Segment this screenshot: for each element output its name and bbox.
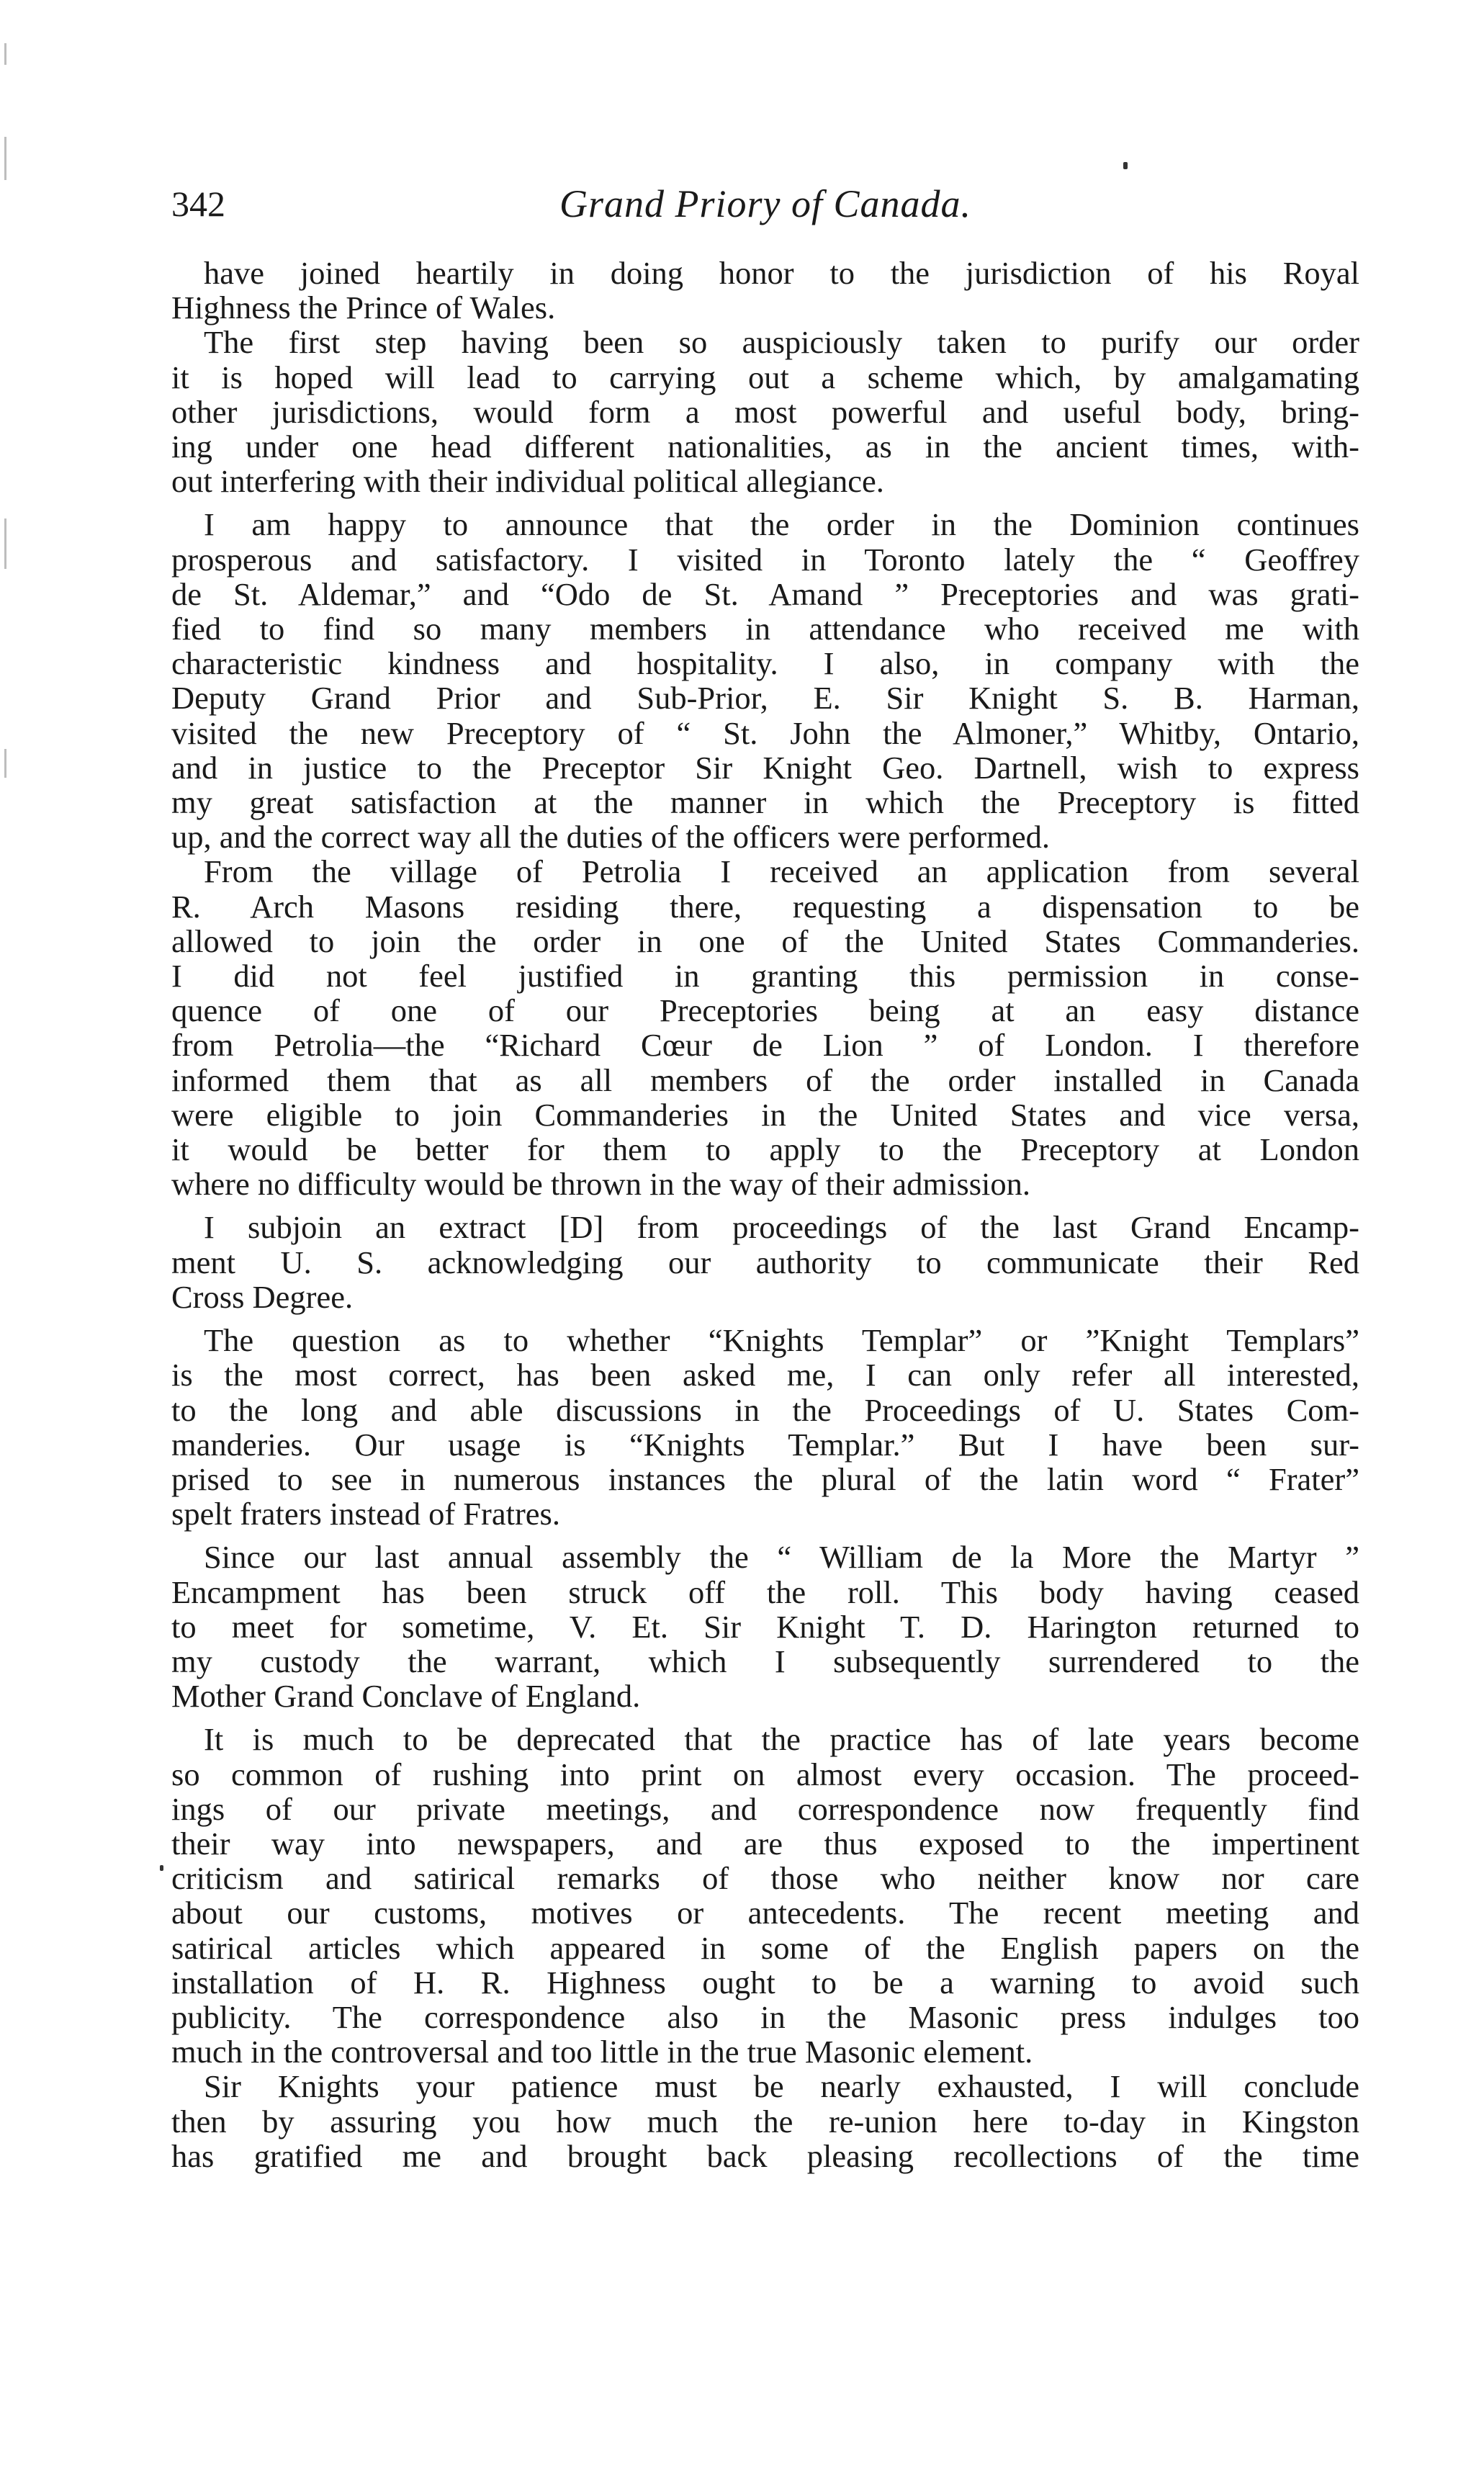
text-line: prosperous and satisfactory. I visited in Toronto lately the “ Geoffrey (171, 541, 1359, 578)
text-line: out interfering with their individual political allegiance. (171, 463, 884, 500)
text-line: to meet for sometime, V. Et. Sir Knight T. D. Harington returned to (171, 1608, 1359, 1645)
text-line: It is much to be deprecated that the practice has of late years become (204, 1721, 1359, 1758)
paragraph (171, 325, 1359, 498)
paragraph (171, 1210, 1359, 1314)
page-number: 342 (171, 184, 225, 224)
text-line: Cross Degree. (171, 1278, 354, 1315)
paragraph (171, 2069, 1359, 2173)
running-title: Grand Priory of Canada. (559, 182, 972, 225)
page-header (171, 179, 1359, 243)
text-line: so common of rushing into print on almost every occasion. The proceed- (171, 1756, 1359, 1792)
scan-margin-mark (4, 749, 6, 778)
text-line: installation of H. R. Highness ought to be a warning to avoid such (171, 1964, 1359, 2001)
text-line: I subjoin an extract [D] from proceedings of the last Grand Encamp- (204, 1209, 1359, 1246)
ink-speck (1123, 162, 1128, 169)
text-line: from Petrolia—the “Richard Cœur de Lion ” of London. I therefore (171, 1027, 1359, 1064)
text-line: Sir Knights your patience must be nearly exhausted, I will conclude (204, 2068, 1359, 2105)
text-line: Highness the Prince of Wales. (171, 289, 556, 326)
text-line: it is hoped will lead to carrying out a scheme which, by amalgamating (171, 359, 1359, 395)
scan-margin-mark (4, 43, 6, 65)
text-line: allowed to join the order in one of the United States Commanderies. (171, 922, 1359, 959)
text-line: much in the controversal and too little in the true Masonic element. (171, 2034, 1033, 2070)
text-line: informed them that as all members of the order installed in Canada (171, 1061, 1359, 1098)
text-line: spelt fraters instead of Fratres. (171, 1496, 560, 1532)
text-line: Since our last annual assembly the “ William de la More the Martyr ” (204, 1539, 1359, 1576)
text-line: criticism and satirical remarks of those who neither know nor care (171, 1860, 1359, 1897)
scan-margin-mark (4, 518, 6, 569)
ink-speck (160, 1865, 163, 1871)
text-line: my great satisfaction at the manner in which the Preceptory is fitted (171, 784, 1359, 821)
text-line: has gratified me and brought back pleasing recollections of the time (171, 2137, 1359, 2174)
text-line: other jurisdictions, would form a most powerful and useful body, bring- (171, 393, 1359, 430)
text-line: prised to see in numerous instances the plural of the latin word “ Frater” (171, 1460, 1359, 1497)
text-line: de St. Aldemar,” and “Odo de St. Amand ” Preceptories and was grati- (171, 575, 1359, 612)
paragraph (171, 1540, 1359, 1713)
text-line: is the most correct, has been asked me, I can only refer all interested, (171, 1357, 1359, 1393)
body-text (171, 256, 1359, 2173)
text-line: ing under one head different nationalities, as in the ancient times, with- (171, 428, 1359, 465)
text-line: characteristic kindness and hospitality. I also, in company with the (171, 645, 1359, 682)
text-line: their way into newspapers, and are thus exposed to the impertinent (171, 1825, 1359, 1862)
text-line: Mother Grand Conclave of England. (171, 1678, 641, 1715)
paragraph (171, 507, 1359, 854)
text-line: have joined heartily in doing honor to the jurisdiction of his Royal (204, 255, 1359, 291)
text-line: visited the new Preceptory of “ St. John the Almoner,” Whitby, Ontario, (171, 714, 1359, 751)
paragraph (171, 1323, 1359, 1531)
text-line: my custody the warrant, which I subsequently surrendered to the (171, 1643, 1359, 1679)
text-line: ment U. S. acknowledging our authority to communicate their Red (171, 1244, 1359, 1280)
paragraph (171, 256, 1359, 325)
paragraph (171, 1722, 1359, 2069)
text-line: satirical articles which appeared in some of the English papers on the (171, 1929, 1359, 1966)
text-line: The first step having been so auspiciously taken to purify our order (204, 324, 1359, 361)
scan-margin-mark (4, 137, 6, 180)
text-line: and in justice to the Preceptor Sir Knight Geo. Dartnell, wish to express (171, 749, 1359, 786)
text-line: I am happy to announce that the order in the Dominion continues (204, 506, 1359, 543)
text-line: to the long and able discussions in the Proceedings of U. States Com- (171, 1391, 1359, 1428)
text-line: then by assuring you how much the re-union here to-day in Kingston (171, 2103, 1359, 2140)
text-line: it would be better for them to apply to the Preceptory at London (171, 1131, 1359, 1168)
text-line: quence of one of our Preceptories being at an easy distance (171, 992, 1359, 1029)
text-line: publicity. The correspondence also in the Masonic press indulges too (171, 1998, 1359, 2035)
paragraph (171, 854, 1359, 1201)
text-line: From the village of Petrolia I received an application from several (204, 853, 1359, 890)
text-line: where no difficulty would be thrown in the way of their admission. (171, 1166, 1031, 1203)
text-line: about our customs, motives or antecedents. The recent meeting and (171, 1895, 1359, 1931)
text-line: I did not feel justified in granting this permission in conse- (171, 958, 1359, 994)
text-line: manderies. Our usage is “Knights Templar.” But I have been sur- (171, 1426, 1359, 1463)
text-line: Encampment has been struck off the roll. This body having ceased (171, 1573, 1359, 1610)
text-line: up, and the correct way all the duties of the officers were performed. (171, 819, 1050, 856)
text-line: ings of our private meetings, and correspondence now frequently find (171, 1790, 1359, 1827)
text-line: Deputy Grand Prior and Sub-Prior, E. Sir Knight S. B. Harman, (171, 680, 1359, 717)
text-line: were eligible to join Commanderies in the United States and vice versa, (171, 1096, 1359, 1133)
text-line: R. Arch Masons residing there, requesting a dispensation to be (171, 888, 1359, 925)
text-line: The question as to whether “Knights Templar” or ”Knight Templars” (204, 1322, 1359, 1359)
text-line: fied to find so many members in attendance who received me with (171, 611, 1359, 647)
